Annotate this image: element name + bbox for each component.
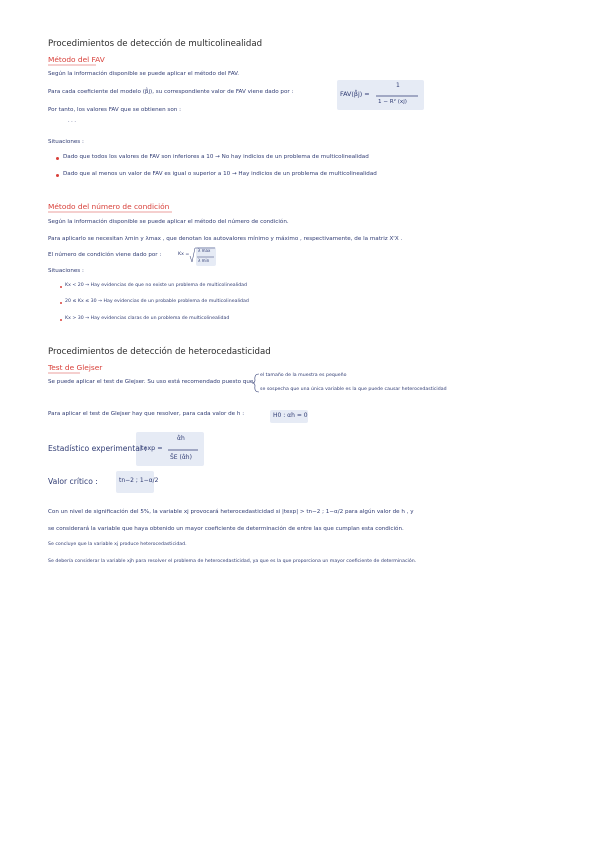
fav-line-1: Según la información disponible se puede aplicar el método del FAV.: [48, 71, 240, 77]
glejser-reason-1: el tamaño de la muestra es pequeño: [260, 373, 347, 378]
statistic-label: Estadístico experimental :: [48, 444, 147, 453]
condition-formula-denominator: λ min: [198, 258, 210, 263]
glejser-line-2: Para aplicar el test de Glejser hay que resolver, para cada valor de h :: [48, 411, 245, 417]
glejser-line-1: Se puede aplicar el test de Glejser. Su uso está recomendado puesto que: [48, 379, 254, 385]
fav-bullet-2: Dado que al menos un valor de FAV es igual o superior a 10 → Hay indicios de un problema de multicolinealidad: [63, 171, 377, 177]
conclusion-line-3: Se concluye que la variable xj produce heterocedasticidad.: [48, 542, 187, 547]
fav-bullet-1: Dado que todos los valores de FAV son inferiores a 10 → No hay indicios de un problema de multicolinealidad: [63, 154, 369, 160]
statistic-numerator: α̂h: [177, 435, 185, 442]
critical-value: tn−2 ; 1−α/2: [119, 477, 159, 484]
section-title-heteroscedasticity: Procedimientos de detección de heterocedasticidad: [48, 347, 271, 357]
fav-dots: · · ·: [68, 119, 76, 125]
statistic-lhs: texp =: [141, 444, 163, 452]
fav-line-2: Para cada coeficiente del modelo (β̂j), su correspondiente valor de FAV viene dado por :: [48, 89, 294, 95]
condition-bullet-3: Kx > 30 → Hay evidencias claras de un problema de multicolinealidad: [65, 316, 230, 321]
condition-line-2: Para aplicarlo se necesitan λmin y λmax , que denotan los autovalores mínimo y máximo , respectivamente, de la matriz X'X .: [48, 236, 403, 242]
critical-value-label: Valor crítico :: [48, 477, 98, 486]
conclusion-line-2: se considerará la variable que haya obtenido un mayor coeficiente de determinación de entre las que cumplan esta condición.: [48, 526, 404, 532]
condition-formula-numerator: λ max: [198, 248, 211, 253]
condition-line-3: El número de condición viene dado por :: [48, 252, 162, 258]
condition-line-1: Según la información disponible se puede aplicar el método del número de condición.: [48, 219, 289, 225]
section-title-multicollinearity: Procedimientos de detección de multicolinealidad: [48, 39, 263, 49]
condition-formula-lhs: Kx =: [178, 252, 190, 257]
fav-line-3: Por tanto, los valores FAV que se obtienen son :: [48, 107, 181, 113]
condition-bullet-2: 20 ≤ Kx ≤ 30 → Hay evidencias de un probable problema de multicolinealidad: [65, 299, 249, 304]
condition-situations-label: Situaciones :: [48, 268, 84, 274]
fav-situations-label: Situaciones :: [48, 139, 84, 145]
condition-bullet-1: Kx < 20 → Hay evidencias de que no existe un problema de multicolinealidad: [65, 283, 248, 288]
fav-formula-numerator: 1: [396, 82, 400, 89]
fav-formula-denominator: 1 − R² (xj): [378, 99, 407, 105]
statistic-denominator: ŜE (α̂h): [170, 454, 192, 461]
conclusion-line-1: Con un nivel de significación del 5%, la variable xj provocará heterocedasticidad si |texp| > tn−2 ; 1−α/2 para algún valor de h , y: [48, 509, 414, 515]
fav-formula-lhs: FAV(β̂j) =: [340, 90, 370, 98]
condition-heading: Método del número de condición: [48, 202, 170, 211]
glejser-reason-2: se sospecha que una única variable es la que puede causar heterocedasticidad: [260, 387, 447, 392]
fav-heading: Método del FAV: [48, 55, 105, 64]
h0-hypothesis: H0 : αh = 0: [273, 412, 308, 419]
glejser-heading: Test de Glejser: [48, 363, 103, 372]
condition-sqrt-sign: [190, 248, 215, 262]
conclusion-line-4: Se debería considerar la variable xjh para resolver el problema de heterocedasticidad, ya que es la que proporciona un mayor coeficiente de determinación.: [48, 559, 417, 564]
glejser-brace: [252, 374, 259, 392]
